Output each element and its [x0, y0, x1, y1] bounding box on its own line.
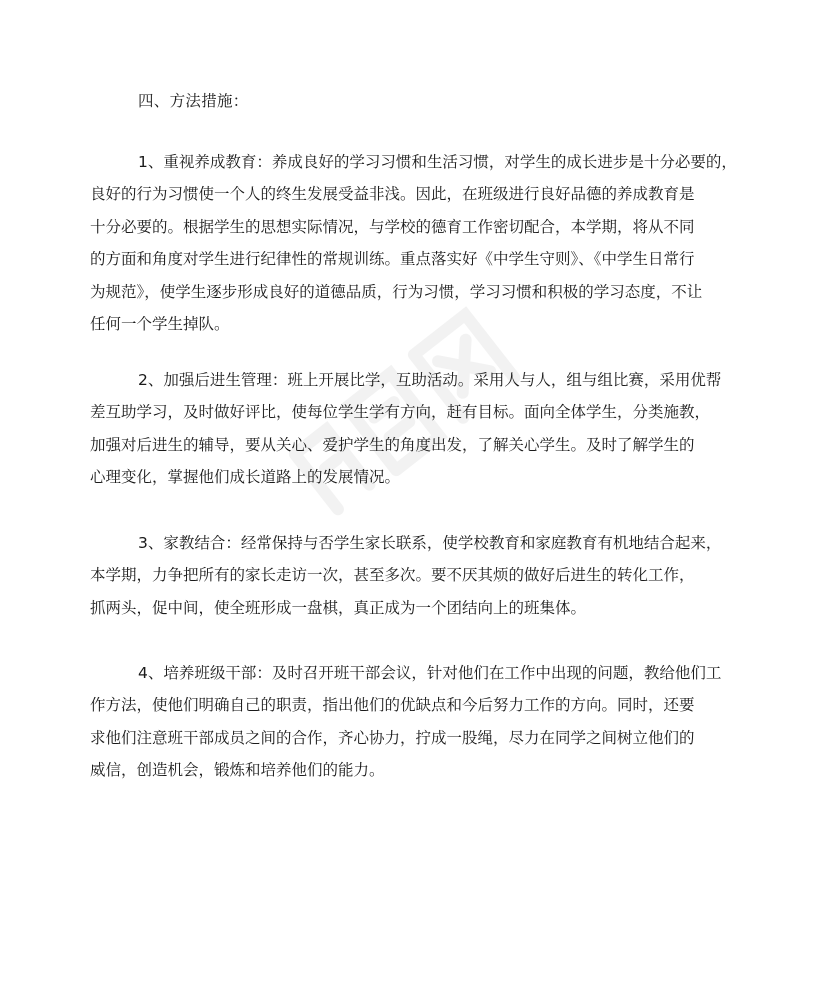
paragraph-line: 2、加强后进生管理：班上开展比学，互助活动。采用人与人，组与组比赛，采用优帮	[138, 371, 722, 389]
paragraph-line: 加强对后进生的辅导，要从关心、爱护学生的角度出发，了解关心学生。及时了解学生的	[90, 435, 695, 454]
paragraph-line: 1、重视养成教育：养成良好的学习习惯和生活习惯，对学生的成长进步是十分必要的，	[138, 153, 737, 171]
paragraph-underachiever-management	[90, 364, 730, 494]
paragraph-line: 威信，创造机会，锻炼和培养他们的能力。	[90, 761, 385, 780]
paragraph-line: 抓两头，促中间，使全班形成一盘棋，真正成为一个团结向上的班集体。	[90, 598, 587, 617]
paragraph-line: 差互助学习，及时做好评比，使每位学生学有方向，赶有目标。面向全体学生，分类施教，	[90, 403, 711, 422]
paragraph-line: 为规范》，使学生逐步形成良好的道德品质，行为习惯，学习习惯和积极的学习态度，不让	[90, 282, 703, 301]
section-heading: 四、方法措施：	[138, 92, 249, 110]
paragraph-line: 任何一个学生掉队。	[90, 314, 230, 333]
paragraph-line: 3、家教结合：经常保持与否学生家长联系，使学校教育和家庭教育有机地结合起来，	[138, 534, 722, 552]
paragraph-line: 的方面和角度对学生进行纪律性的常规训练。重点落实好《中学生守则》、《中学生日常行	[90, 250, 695, 269]
paragraph-line: 本学期，力争把所有的家长走访一次，甚至多次。要不厌其烦的做好后进生的转化工作，	[90, 566, 695, 585]
paragraph-line: 心理变化，掌握他们成长道路上的发展情况。	[90, 468, 401, 487]
paragraph-line: 作方法，使他们明确自己的职责，指出他们的优缺点和今后努力工作的方向。同时，还要	[90, 696, 695, 715]
paragraph-line: 求他们注意班干部成员之间的合作，齐心协力，拧成一股绳，尽力在同学之间树立他们的	[90, 728, 695, 747]
paragraph-class-cadres	[90, 657, 730, 787]
paragraph-line: 十分必要的。根据学生的思想实际情况，与学校的德育工作密切配合，本学期，将从不同	[90, 217, 695, 236]
paragraph-line: 4、培养班级干部：及时召开班干部会议，针对他们在工作中出现的问题，教给他们工	[138, 664, 722, 682]
paragraph-home-school	[90, 527, 730, 624]
paragraph-line: 良好的行为习惯使一个人的终生发展受益非浅。因此，在班级进行良好品德的养成教育是	[90, 185, 695, 204]
paragraph-habit-education	[90, 146, 737, 340]
